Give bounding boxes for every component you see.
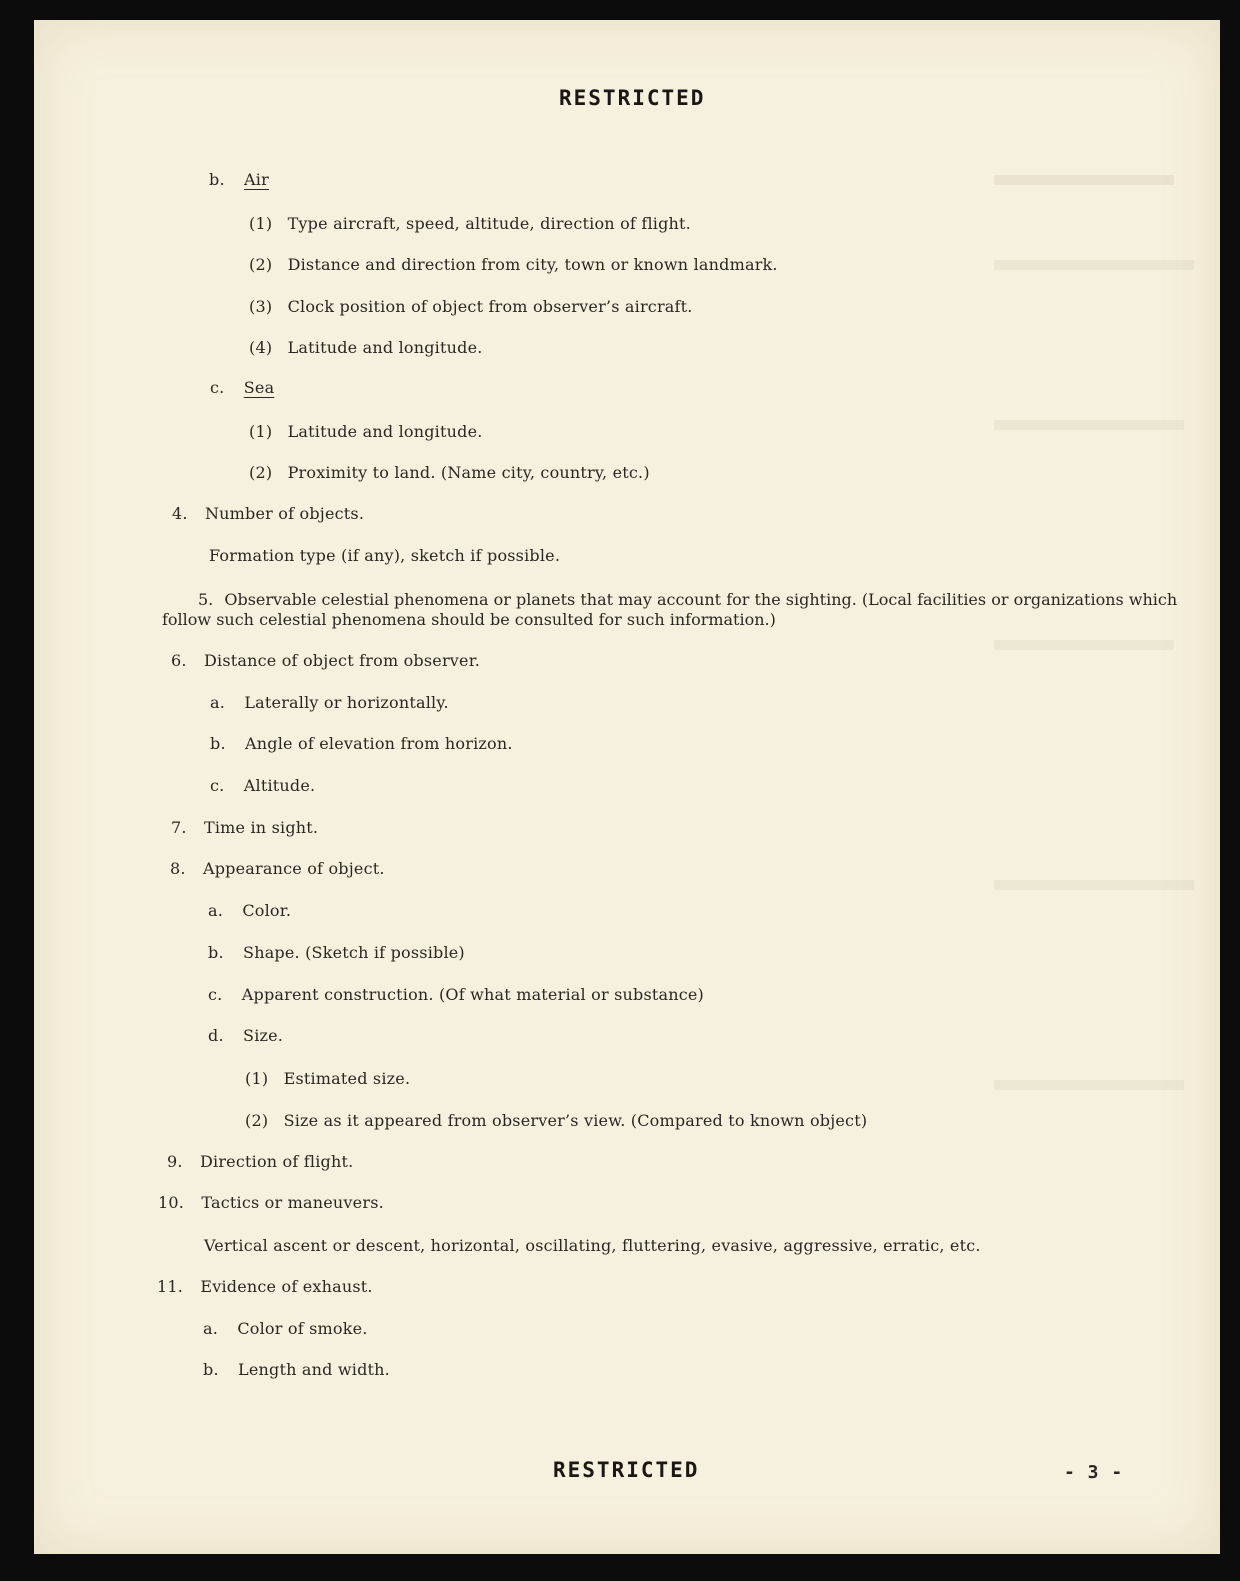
item-8a [208, 901, 291, 920]
item-text: Angle of elevation from horizon. [245, 734, 513, 753]
item-number: 11. [157, 1277, 184, 1296]
item-8d-1 [245, 1069, 410, 1088]
subsection-c-sea [210, 378, 274, 397]
item-6 [171, 651, 480, 670]
item-8c [208, 985, 704, 1004]
item-letter: c. [210, 378, 225, 397]
item-number: (4) [249, 338, 273, 357]
item-text: Type aircraft, speed, altitude, direction of flight. [287, 214, 691, 233]
air-item-2 [249, 255, 778, 274]
item-8b [208, 943, 465, 962]
item-letter: a. [203, 1319, 219, 1338]
item-number: 10. [158, 1193, 185, 1212]
item-6c [210, 776, 315, 795]
footer-classification: RESTRICTED [553, 1458, 700, 1482]
item-4 [172, 504, 364, 523]
item-number: 6. [171, 651, 187, 670]
item-text: Observable celestial phenomena or planets that may account for the sighting. (Local facilities or organizations which follow such celestial phenomena should be consulted for such information.) [162, 590, 1178, 629]
item-number: 8. [170, 859, 186, 878]
air-item-4 [249, 338, 483, 357]
item-4-note: Formation type (if any), sketch if possible. [209, 546, 561, 565]
item-text: Appearance of object. [202, 859, 385, 878]
item-text: Distance of object from observer. [203, 651, 481, 670]
item-number: (2) [249, 463, 273, 482]
item-9 [167, 1152, 353, 1171]
document-page [34, 20, 1220, 1554]
item-6a [210, 693, 449, 712]
item-text: Direction of flight. [199, 1152, 354, 1171]
item-letter: b. [203, 1360, 219, 1379]
item-text: Length and width. [238, 1360, 390, 1379]
item-text: Shape. (Sketch if possible) [243, 943, 465, 962]
item-text: Apparent construction. (Of what material or substance) [241, 985, 704, 1004]
sea-item-2 [249, 463, 650, 482]
item-text: Color. [242, 901, 292, 920]
item-number: (1) [249, 214, 273, 233]
item-text: Latitude and longitude. [287, 422, 483, 441]
item-letter: c. [208, 985, 223, 1004]
item-text: Latitude and longitude. [287, 338, 483, 357]
item-letter: b. [210, 734, 226, 753]
item-11 [157, 1277, 373, 1296]
item-number: (2) [245, 1111, 269, 1130]
item-letter: b. [209, 170, 225, 189]
item-number: 7. [171, 818, 187, 837]
item-11a [203, 1319, 368, 1338]
item-text: Estimated size. [283, 1069, 411, 1088]
sea-item-1 [249, 422, 483, 441]
header-classification: RESTRICTED [559, 86, 706, 110]
air-item-3 [249, 297, 693, 316]
item-7 [171, 818, 318, 837]
item-letter: a. [210, 693, 226, 712]
item-8d [208, 1026, 283, 1045]
item-text: Size. [243, 1026, 284, 1045]
item-text: Altitude. [243, 776, 316, 795]
item-letter: d. [208, 1026, 224, 1045]
air-item-1 [249, 214, 691, 233]
item-11b [203, 1360, 390, 1379]
subsection-b-air [209, 170, 269, 189]
item-text: Distance and direction from city, town or known landmark. [287, 255, 778, 274]
item-number: (1) [245, 1069, 269, 1088]
item-text: Tactics or maneuvers. [201, 1193, 384, 1212]
page-number: - 3 - [1064, 1462, 1124, 1483]
item-10 [158, 1193, 384, 1212]
item-number: 5. [198, 590, 214, 609]
item-10-note: Vertical ascent or descent, horizontal, oscillating, fluttering, evasive, aggressive, erratic, etc. [204, 1236, 981, 1255]
item-8d-2 [245, 1111, 867, 1130]
item-text: Clock position of object from observer’s aircraft. [287, 297, 693, 316]
item-text: Time in sight. [203, 818, 319, 837]
subsection-heading: Sea [243, 378, 275, 397]
item-number: (1) [249, 422, 273, 441]
item-text: Size as it appeared from observer’s view. (Compared to known object) [283, 1111, 868, 1130]
item-number: (3) [249, 297, 273, 316]
item-number: 9. [167, 1152, 183, 1171]
item-letter: b. [208, 943, 224, 962]
item-6b [210, 734, 513, 753]
item-5 [162, 590, 1182, 630]
item-text: Proximity to land. (Name city, country, etc.) [287, 463, 650, 482]
item-text: Evidence of exhaust. [200, 1277, 373, 1296]
item-number: 4. [172, 504, 188, 523]
item-text: Laterally or horizontally. [244, 693, 449, 712]
item-number: (2) [249, 255, 273, 274]
item-letter: c. [210, 776, 225, 795]
item-letter: a. [208, 901, 224, 920]
item-text: Color of smoke. [237, 1319, 368, 1338]
item-text: Number of objects. [204, 504, 365, 523]
item-8 [170, 859, 385, 878]
subsection-heading: Air [244, 170, 269, 189]
